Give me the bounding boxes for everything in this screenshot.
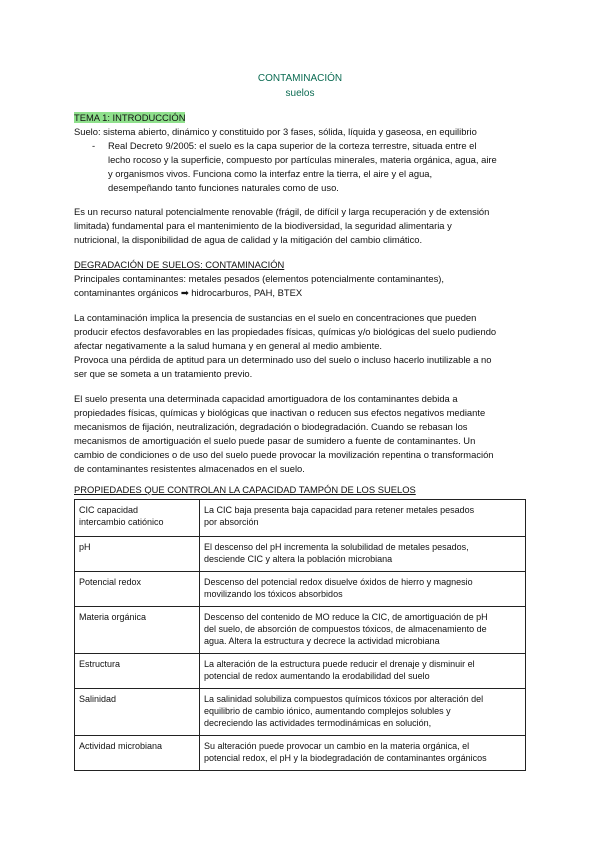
table-row bbox=[75, 537, 526, 572]
contaminants-paragraph bbox=[74, 272, 530, 300]
effect-line: El descenso del pH incrementa la solubilidad de metales pesados, bbox=[204, 542, 469, 552]
paragraph-line: mecanismos de amortiguación el suelo puede pasar de sumidero a fuente de contaminantes. Un bbox=[74, 435, 476, 446]
intro-heading-line bbox=[74, 111, 530, 125]
effect-cell bbox=[200, 689, 526, 736]
effect-line: potencial de redox aumentando la erodabilidad del suelo bbox=[204, 671, 430, 681]
property-line: CIC capacidad bbox=[79, 505, 139, 515]
soil-definition: Suelo: sistema abierto, dinámico y constituido por 3 fases, sólida, líquida y gaseosa, en equilibrio bbox=[74, 126, 477, 137]
property-line: Potencial redox bbox=[79, 577, 142, 587]
properties-heading-line bbox=[74, 483, 530, 497]
property-cell bbox=[75, 654, 200, 689]
paragraph-line: de contaminantes resistentes almacenados en el suelo. bbox=[74, 463, 305, 474]
property-line: Estructura bbox=[79, 659, 121, 669]
property-cell bbox=[75, 607, 200, 654]
contamination-definition-paragraph bbox=[74, 311, 530, 381]
property-cell bbox=[75, 736, 200, 771]
property-line: Materia orgánica bbox=[79, 612, 147, 622]
paragraph-line: El suelo presenta una determinada capacidad amortiguadora de los contaminantes debida a bbox=[74, 393, 458, 404]
document-subtitle: suelos bbox=[285, 88, 315, 99]
effect-line: agua. Altera la estructura y decrece la actividad microbiana bbox=[204, 636, 440, 646]
intro-heading: TEMA 1: INTRODUCCIÓN bbox=[74, 112, 186, 123]
paragraph-line: Principales contaminantes: metales pesados (elementos potencialmente contaminantes), bbox=[74, 273, 444, 284]
document-title: CONTAMINACIÓN bbox=[257, 73, 343, 84]
property-line: pH bbox=[79, 542, 91, 552]
decree-line: y organismos vivos. Funciona como la interfaz entre la tierra, el aire y el agua, bbox=[108, 168, 433, 179]
table-row bbox=[75, 736, 526, 771]
property-line: Salinidad bbox=[79, 694, 117, 704]
effect-line: desciende CIC y altera la población microbiana bbox=[204, 554, 393, 564]
paragraph-line: mecanismos de fijación, neutralización, degradación o biodegradación. Cuando se rebasan los bbox=[74, 421, 468, 432]
effect-line: decreciendo las actividades termodinámicas en solución, bbox=[204, 718, 432, 728]
effect-line: potencial redox, el pH y la biodegradación de contaminantes orgánicos bbox=[204, 753, 487, 763]
paragraph-line: ser que se someta a un tratamiento previo. bbox=[74, 368, 253, 379]
bullet-dash: - bbox=[92, 140, 96, 151]
property-cell bbox=[75, 537, 200, 572]
degradation-heading-line bbox=[74, 258, 530, 272]
property-line: intercambio catiónico bbox=[79, 517, 164, 527]
effect-line: La alteración de la estructura puede reducir el drenaje y disminuir el bbox=[204, 659, 475, 669]
effect-line: equilibrio de cambio iónico, aumentando complejos solubles y bbox=[204, 706, 451, 716]
effect-line: por absorción bbox=[204, 517, 259, 527]
degradation-heading: DEGRADACIÓN DE SUELOS: CONTAMINACIÓN bbox=[74, 259, 285, 270]
table-row bbox=[75, 607, 526, 654]
property-cell bbox=[75, 500, 200, 537]
paragraph-line: contaminantes orgánicos ➡ hidrocarburos, PAH, BTEX bbox=[74, 287, 303, 298]
paragraph-line: producir efectos desfavorables en las propiedades físicas, químicas y/o biológicas del suelo pudiendo bbox=[74, 326, 497, 337]
effect-line: La salinidad solubiliza compuestos químicos tóxicos por alteración del bbox=[204, 694, 484, 704]
effect-cell bbox=[200, 572, 526, 607]
paragraph-line: Provoca una pérdida de aptitud para un determinado uso del suelo o incluso hacerlo inutilizable a no bbox=[74, 354, 492, 365]
buffer-properties-table bbox=[74, 499, 526, 771]
properties-heading: PROPIEDADES QUE CONTROLAN LA CAPACIDAD TAMPÓN DE LOS SUELOS bbox=[74, 484, 416, 495]
table-row bbox=[75, 572, 526, 607]
table-row bbox=[75, 654, 526, 689]
paragraph-line: nutricional, la disponibilidad de agua de calidad y la mitigación del cambio climático. bbox=[74, 234, 423, 245]
decree-text bbox=[108, 139, 526, 195]
resource-paragraph bbox=[74, 205, 530, 247]
paragraph-line: limitada) fundamental para el mantenimiento de la biodiversidad, la seguridad alimentaria y bbox=[74, 220, 452, 231]
decree-line: lecho rocoso y la superficie, compuesto por partículas minerales, materia orgánica, agua, aire bbox=[108, 154, 497, 165]
paragraph-line: afectar negativamente a la salud humana y en general al medio ambiente. bbox=[74, 340, 383, 351]
effect-cell bbox=[200, 607, 526, 654]
property-cell bbox=[75, 572, 200, 607]
buffer-capacity-paragraph bbox=[74, 392, 530, 476]
effect-line: del suelo, de absorción de compuestos tóxicos, de almacenamiento de bbox=[204, 624, 487, 634]
table-row bbox=[75, 689, 526, 736]
property-line: Actividad microbiana bbox=[79, 741, 163, 751]
effect-line: La CIC baja presenta baja capacidad para retener metales pesados bbox=[204, 505, 475, 515]
property-cell bbox=[75, 689, 200, 736]
effect-cell bbox=[200, 654, 526, 689]
paragraph-line: La contaminación implica la presencia de sustancias en el suelo en concentraciones que pueden bbox=[74, 312, 477, 323]
effect-line: Su alteración puede provocar un cambio en la materia orgánica, el bbox=[204, 741, 470, 751]
effect-line: Descenso del contenido de MO reduce la CIC, de amortiguación de pH bbox=[204, 612, 488, 622]
table-row bbox=[75, 500, 526, 537]
effect-cell bbox=[200, 500, 526, 537]
effect-line: movilizando los tóxicos absorbidos bbox=[204, 589, 343, 599]
effect-cell bbox=[200, 736, 526, 771]
paragraph-line: propiedades físicas, químicas y biológicas que inactivan o reducen sus efectos negativos mediante bbox=[74, 407, 486, 418]
decree-line: Real Decreto 9/2005: el suelo es la capa superior de la corteza terrestre, situada entre el bbox=[108, 140, 477, 151]
effect-line: Descenso del potencial redox disuelve óxidos de hierro y magnesio bbox=[204, 577, 473, 587]
effect-cell bbox=[200, 537, 526, 572]
decree-line: desempeñando tanto funciones naturales como de uso. bbox=[108, 182, 339, 193]
paragraph-line: cambio de condiciones o de uso del suelo puede provocar la movilización repentina o transformación bbox=[74, 449, 494, 460]
paragraph-line: Es un recurso natural potencialmente renovable (frágil, de difícil y larga recuperación y de extensión bbox=[74, 206, 490, 217]
